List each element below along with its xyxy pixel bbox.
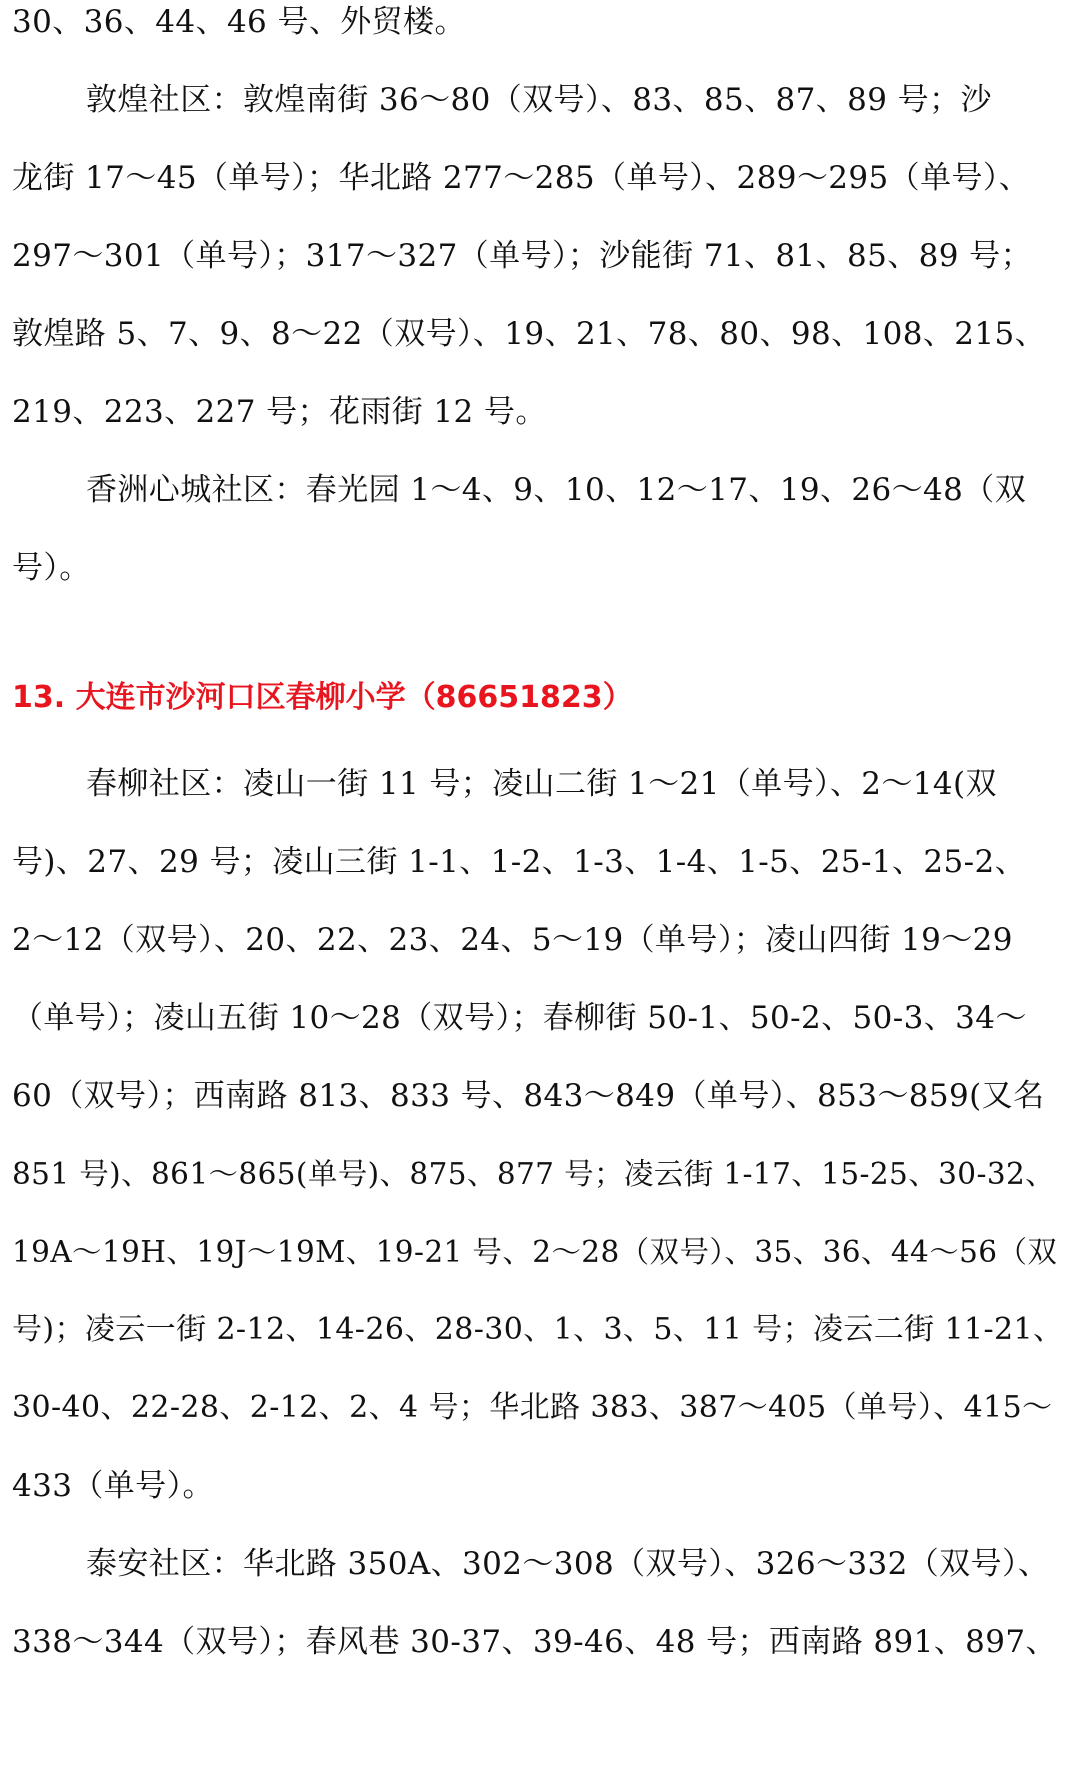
text-line: 30-40、22-28、2-12、2、4 号；华北路 383、387～405（单号）、415～ (12, 1390, 1053, 1425)
text-line: 30、36、44、46 号、外贸楼。 (12, 4, 466, 40)
text-line: 号)；凌云一街 2-12、14-26、28-30、1、3、5、11 号；凌云二街 11-21、 (12, 1312, 1064, 1347)
text-line: 号)、27、29 号；凌山三街 1-1、1-2、1-3、1-4、1-5、25-1、25-2、 (12, 844, 1026, 880)
section-heading: 13. 大连市沙河口区春柳小学（86651823） (12, 680, 633, 715)
text-line: 号）。 (12, 550, 91, 586)
text-line: 851 号)、861～865(单号)、875、877 号；凌云街 1-17、15-25、30-32、 (12, 1157, 1056, 1191)
text-line: 泰安社区：华北路 350A、302～308（双号）、326～332（双号）、 (86, 1546, 1050, 1582)
text-line: 433（单号）。 (12, 1468, 214, 1504)
text-line: 春柳社区：凌山一街 11 号；凌山二街 1～21（单号）、2～14(双 (86, 766, 997, 802)
text-line: 敦煌路 5、7、9、8～22（双号）、19、21、78、80、98、108、215、 (12, 316, 1047, 352)
text-line: 敦煌社区：敦煌南街 36～80（双号）、83、85、87、89 号；沙 (86, 82, 992, 118)
text-line: 60（双号）；西南路 813、833 号、843～849（单号）、853～859(又名 (12, 1078, 1045, 1114)
text-line: 2～12（双号）、20、22、23、24、5～19（单号）；凌山四街 19～29 (12, 922, 1013, 958)
text-line: 香洲心城社区：春光园 1～4、9、10、12～17、19、26～48（双 (86, 472, 1027, 508)
text-line: 龙街 17～45（单号）；华北路 277～285（单号）、289～295（单号）、 (12, 160, 1031, 196)
text-line: 297～301（单号）；317～327（单号）；沙能街 71、81、85、89 号； (12, 238, 1032, 274)
text-line: 19A～19H、19J～19M、19-21 号、2～28（双号）、35、36、44～56（双 (12, 1235, 1058, 1269)
text-line: 219、223、227 号；花雨街 12 号。 (12, 394, 547, 430)
text-line: 338～344（双号）；春风巷 30-37、39-46、48 号；西南路 891、897、 (12, 1624, 1057, 1660)
text-line: （单号）；凌山五街 10～28（双号）；春柳街 50-1、50-2、50-3、34～ (12, 1000, 1027, 1036)
